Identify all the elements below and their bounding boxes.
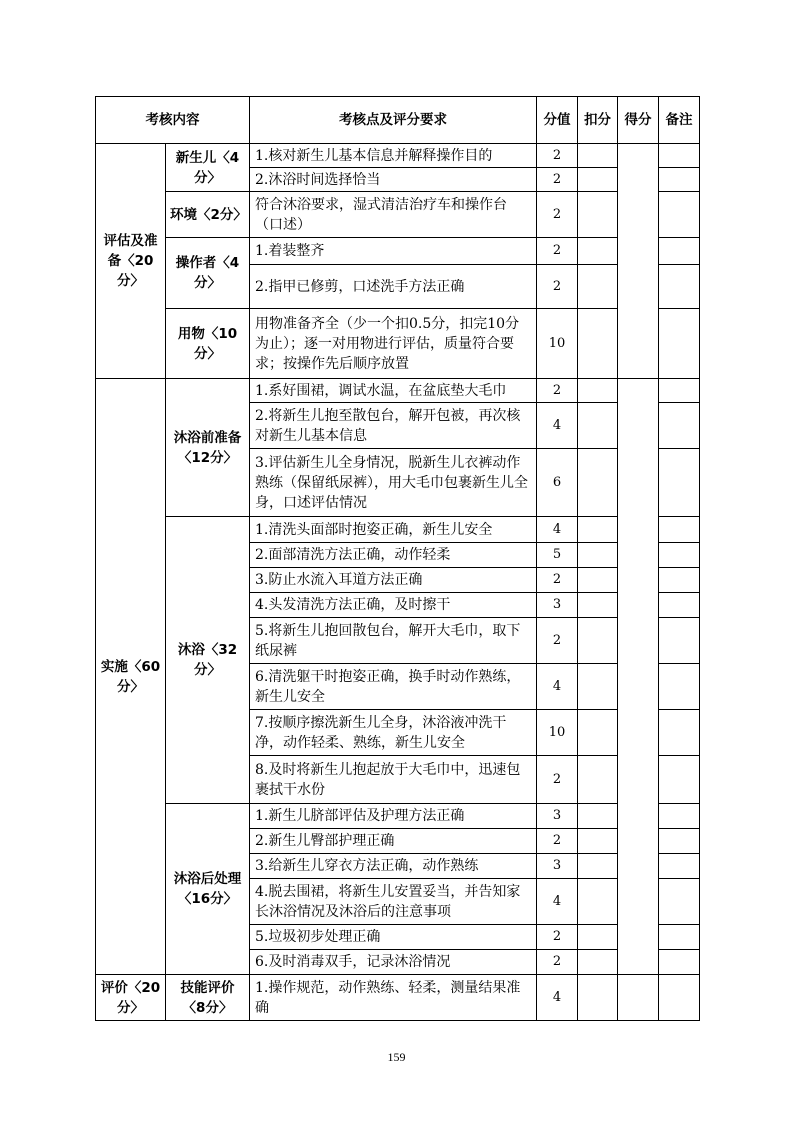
- item-score: 2: [537, 144, 578, 168]
- got-cell: [618, 975, 659, 1021]
- item-score: 2: [537, 379, 578, 403]
- remark-cell: [659, 950, 700, 975]
- group-operator: 操作者〈4分〉: [166, 238, 250, 309]
- deduct-cell: [578, 403, 618, 449]
- item-text: 1.核对新生儿基本信息并解释操作目的: [250, 144, 537, 168]
- item-text: 3.评估新生儿全身情况，脱新生儿衣裤动作熟练（保留纸尿裤），用大毛巾包裹新生儿全身，口述评估情况: [250, 449, 537, 517]
- remark-cell: [659, 543, 700, 568]
- deduct-cell: [578, 854, 618, 879]
- item-score: 4: [537, 975, 578, 1021]
- item-score: 4: [537, 664, 578, 710]
- item-score: 2: [537, 265, 578, 309]
- scoring-table: [95, 96, 700, 1021]
- deduct-cell: [578, 975, 618, 1021]
- deduct-cell: [578, 950, 618, 975]
- header-points: 考核点及评分要求: [250, 97, 537, 144]
- header-score: 分值: [537, 97, 578, 144]
- item-text: 5.将新生儿抱回散包台，解开大毛巾，取下纸尿裤: [250, 618, 537, 664]
- item-text: 1.系好围裙，调试水温，在盆底垫大毛巾: [250, 379, 537, 403]
- deduct-cell: [578, 265, 618, 309]
- item-score: 10: [537, 710, 578, 756]
- item-text: 8.及时将新生儿抱起放于大毛巾中，迅速包裹拭干水份: [250, 756, 537, 804]
- remark-cell: [659, 238, 700, 265]
- item-text: 3.给新生儿穿衣方法正确，动作熟练: [250, 854, 537, 879]
- table-row: [96, 238, 700, 265]
- remark-cell: [659, 168, 700, 192]
- got-cell: [618, 379, 659, 975]
- deduct-cell: [578, 144, 618, 168]
- deduct-cell: [578, 449, 618, 517]
- item-text: 2.指甲已修剪，口述洗手方法正确: [250, 265, 537, 309]
- deduct-cell: [578, 309, 618, 379]
- item-text: 1.着装整齐: [250, 238, 537, 265]
- item-score: 4: [537, 403, 578, 449]
- item-text: 4.头发清洗方法正确，及时擦干: [250, 593, 537, 618]
- item-text: 2.沐浴时间选择恰当: [250, 168, 537, 192]
- table-row: [96, 379, 700, 403]
- item-score: 6: [537, 449, 578, 517]
- table-row: [96, 804, 700, 829]
- item-score: 2: [537, 925, 578, 950]
- item-score: 4: [537, 517, 578, 543]
- remark-cell: [659, 403, 700, 449]
- header-content: 考核内容: [96, 97, 250, 144]
- remark-cell: [659, 379, 700, 403]
- header-deduct: 扣分: [578, 97, 618, 144]
- deduct-cell: [578, 879, 618, 925]
- deduct-cell: [578, 168, 618, 192]
- remark-cell: [659, 879, 700, 925]
- table-row: [96, 975, 700, 1021]
- remark-cell: [659, 756, 700, 804]
- got-cell: [618, 144, 659, 379]
- deduct-cell: [578, 192, 618, 238]
- deduct-cell: [578, 568, 618, 593]
- remark-cell: [659, 804, 700, 829]
- item-text: 2.新生儿臀部护理正确: [250, 829, 537, 854]
- remark-cell: [659, 618, 700, 664]
- item-score: 2: [537, 829, 578, 854]
- remark-cell: [659, 192, 700, 238]
- deduct-cell: [578, 664, 618, 710]
- remark-cell: [659, 265, 700, 309]
- remark-cell: [659, 449, 700, 517]
- deduct-cell: [578, 593, 618, 618]
- group-after: 沐浴后处理〈16分〉: [166, 804, 250, 975]
- item-text: 1.操作规范，动作熟练、轻柔，测量结果准确: [250, 975, 537, 1021]
- item-score: 4: [537, 879, 578, 925]
- group-supplies: 用物〈10分〉: [166, 309, 250, 379]
- item-score: 10: [537, 309, 578, 379]
- item-score: 2: [537, 618, 578, 664]
- item-score: 2: [537, 168, 578, 192]
- item-text: 6.清洗躯干时抱姿正确，换手时动作熟练，新生儿安全: [250, 664, 537, 710]
- item-score: 3: [537, 854, 578, 879]
- item-score: 3: [537, 804, 578, 829]
- section-impl-title: 实施〈60分〉: [96, 379, 166, 975]
- item-score: 2: [537, 756, 578, 804]
- deduct-cell: [578, 804, 618, 829]
- table-row: [96, 517, 700, 543]
- deduct-cell: [578, 829, 618, 854]
- table-row: [96, 309, 700, 379]
- item-text: 5.垃圾初步处理正确: [250, 925, 537, 950]
- section-prep-title: 评估及准备〈20分〉: [96, 144, 166, 379]
- header-remark: 备注: [659, 97, 700, 144]
- item-text: 1.清洗头面部时抱姿正确，新生儿安全: [250, 517, 537, 543]
- group-before: 沐浴前准备〈12分〉: [166, 379, 250, 517]
- deduct-cell: [578, 710, 618, 756]
- deduct-cell: [578, 543, 618, 568]
- item-score: 2: [537, 238, 578, 265]
- header-got: 得分: [618, 97, 659, 144]
- remark-cell: [659, 925, 700, 950]
- item-text: 3.防止水流入耳道方法正确: [250, 568, 537, 593]
- deduct-cell: [578, 379, 618, 403]
- item-text: 符合沐浴要求，湿式清洁治疗车和操作台（口述）: [250, 192, 537, 238]
- remark-cell: [659, 829, 700, 854]
- group-bath: 沐浴〈32分〉: [166, 517, 250, 804]
- section-eval-title: 评价〈20分〉: [96, 975, 166, 1021]
- remark-cell: [659, 710, 700, 756]
- item-text: 4.脱去围裙，将新生儿安置妥当，并告知家长沐浴情况及沐浴后的注意事项: [250, 879, 537, 925]
- deduct-cell: [578, 925, 618, 950]
- item-text: 2.将新生儿抱至散包台，解开包被，再次核对新生儿基本信息: [250, 403, 537, 449]
- group-newborn: 新生儿〈4分〉: [166, 144, 250, 192]
- remark-cell: [659, 568, 700, 593]
- item-score: 2: [537, 950, 578, 975]
- group-env: 环境〈2分〉: [166, 192, 250, 238]
- group-skill: 技能评价〈8分〉: [166, 975, 250, 1021]
- item-score: 3: [537, 593, 578, 618]
- remark-cell: [659, 664, 700, 710]
- header-row: [96, 97, 700, 144]
- table-row: [96, 192, 700, 238]
- item-text: 7.按顺序擦洗新生儿全身，沐浴液冲洗干净，动作轻柔、熟练，新生儿安全: [250, 710, 537, 756]
- remark-cell: [659, 854, 700, 879]
- page-number: 159: [387, 1050, 406, 1064]
- remark-cell: [659, 144, 700, 168]
- remark-cell: [659, 593, 700, 618]
- item-score: 2: [537, 568, 578, 593]
- item-text: 用物准备齐全（少一个扣0.5分，扣完10分为止）；逐一对用物进行评估，质量符合要求；按操作先后顺序放置: [250, 309, 537, 379]
- item-text: 6.及时消毒双手，记录沐浴情况: [250, 950, 537, 975]
- item-text: 2.面部清洗方法正确，动作轻柔: [250, 543, 537, 568]
- item-score: 2: [537, 192, 578, 238]
- deduct-cell: [578, 517, 618, 543]
- item-score: 5: [537, 543, 578, 568]
- item-text: 1.新生儿脐部评估及护理方法正确: [250, 804, 537, 829]
- remark-cell: [659, 517, 700, 543]
- deduct-cell: [578, 756, 618, 804]
- table-row: [96, 144, 700, 168]
- remark-cell: [659, 975, 700, 1021]
- deduct-cell: [578, 618, 618, 664]
- remark-cell: [659, 309, 700, 379]
- deduct-cell: [578, 238, 618, 265]
